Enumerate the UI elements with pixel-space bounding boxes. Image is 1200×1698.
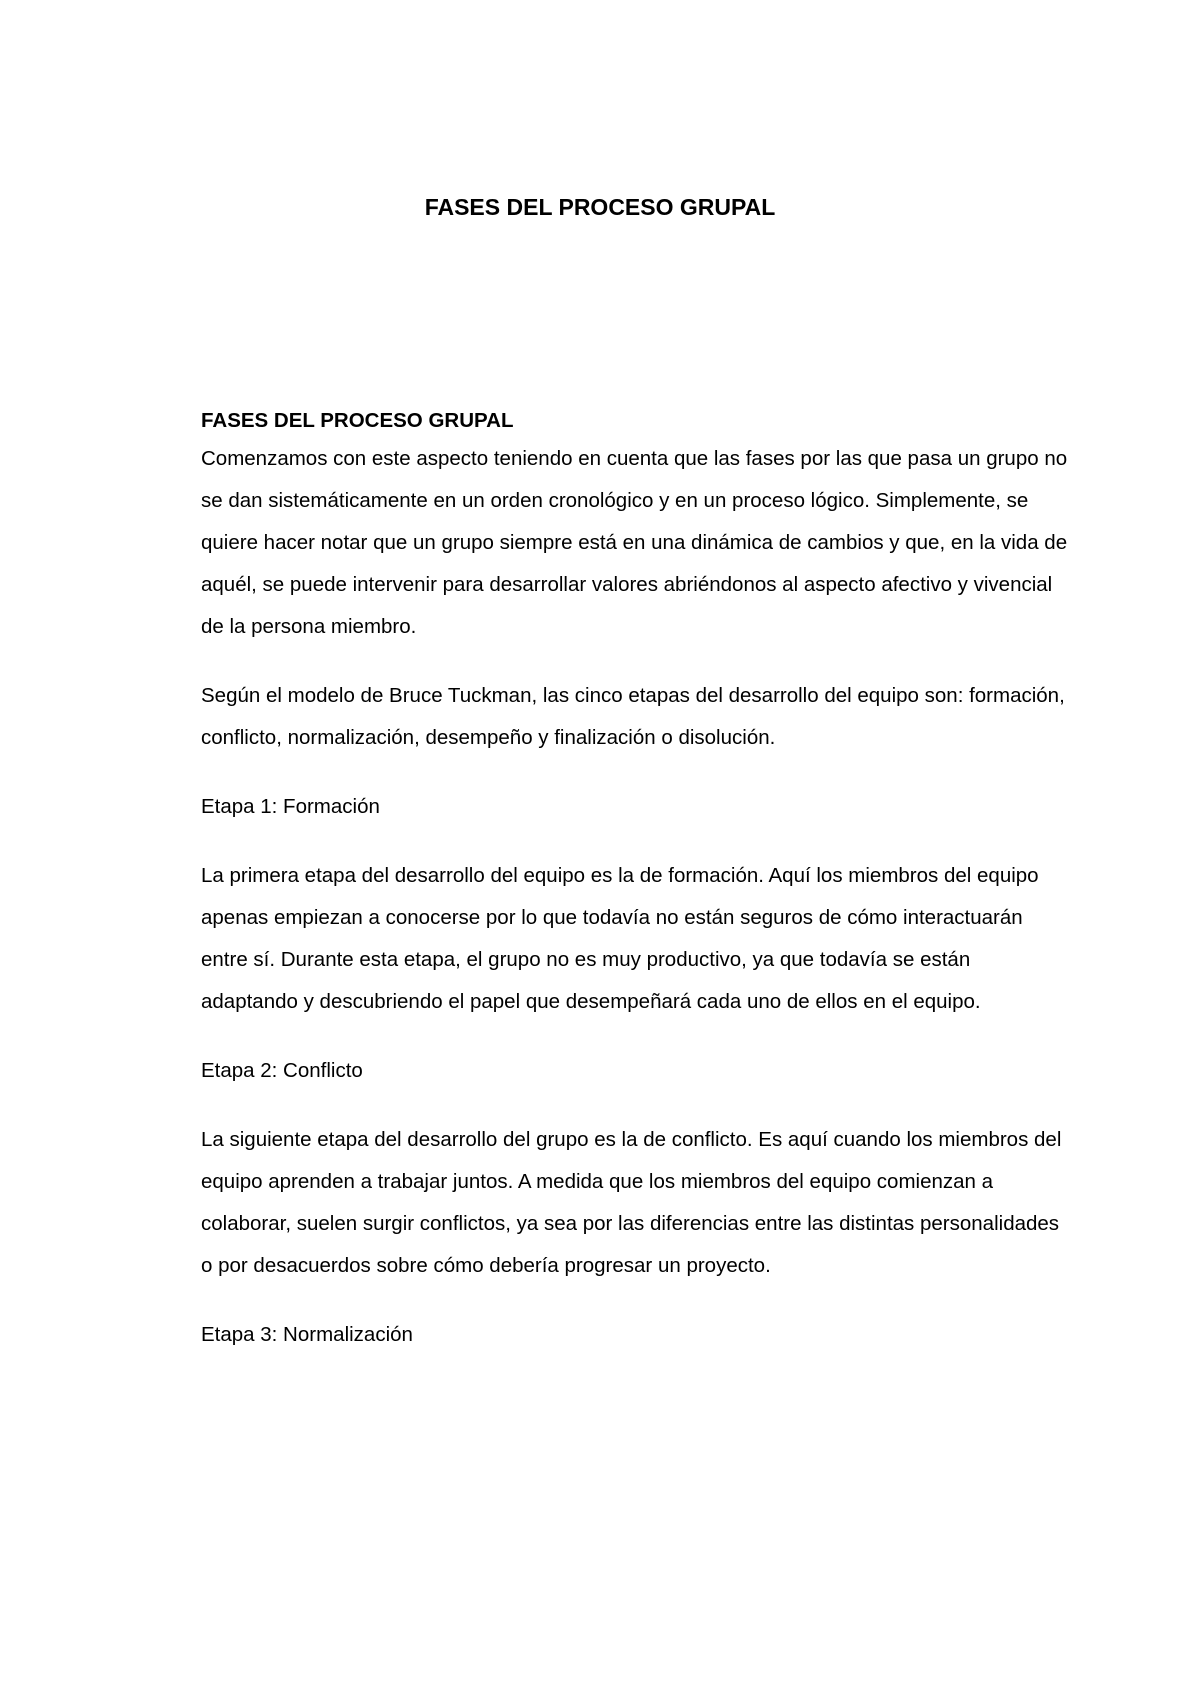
document-body [201, 404, 1071, 1383]
stage-heading-normalizacion: Etapa 3: Normalización [201, 1323, 413, 1346]
paragraph-tuckman-model: Según el modelo de Bruce Tuckman, las cinco etapas del desarrollo del equipo son: formación, conflicto, normalización, desempeño y finalización o disolución. [201, 684, 1065, 749]
paragraph-intro: Comenzamos con este aspecto teniendo en cuenta que las fases por las que pasa un grupo no se dan sistemáticamente en un orden cronológico y en un proceso lógico. Simplemente, se quiere hacer notar que un grupo siempre está en una dinámica de cambios y que, en la vida de aquél, se puede intervenir para desarrollar valores abriéndonos al aspecto afectivo y vivencial de la persona miembro. [201, 447, 1068, 638]
paragraph-formacion: La primera etapa del desarrollo del equipo es la de formación. Aquí los miembros del equipo apenas empiezan a conocerse por lo que todavía no están seguros de cómo interactuarán entre sí. Durante esta etapa, el grupo no es muy productivo, ya que todavía se están adaptando y descubriendo el papel que desempeñará cada uno de ellos en el equipo. [201, 864, 1039, 1013]
section-heading: FASES DEL PROCESO GRUPAL [201, 409, 514, 432]
page-title: FASES DEL PROCESO GRUPAL [424, 194, 776, 220]
paragraph-conflicto: La siguiente etapa del desarrollo del grupo es la de conflicto. Es aquí cuando los miembros del equipo aprenden a trabajar juntos. A medida que los miembros del equipo comienzan a colaborar, suelen surgir conflictos, ya sea por las diferencias entre las distintas personalidades o por desacuerdos sobre cómo debería progresar un proyecto. [201, 1128, 1062, 1277]
stage-heading-formacion: Etapa 1: Formación [201, 795, 380, 818]
stage-heading-conflicto: Etapa 2: Conflicto [201, 1059, 363, 1082]
